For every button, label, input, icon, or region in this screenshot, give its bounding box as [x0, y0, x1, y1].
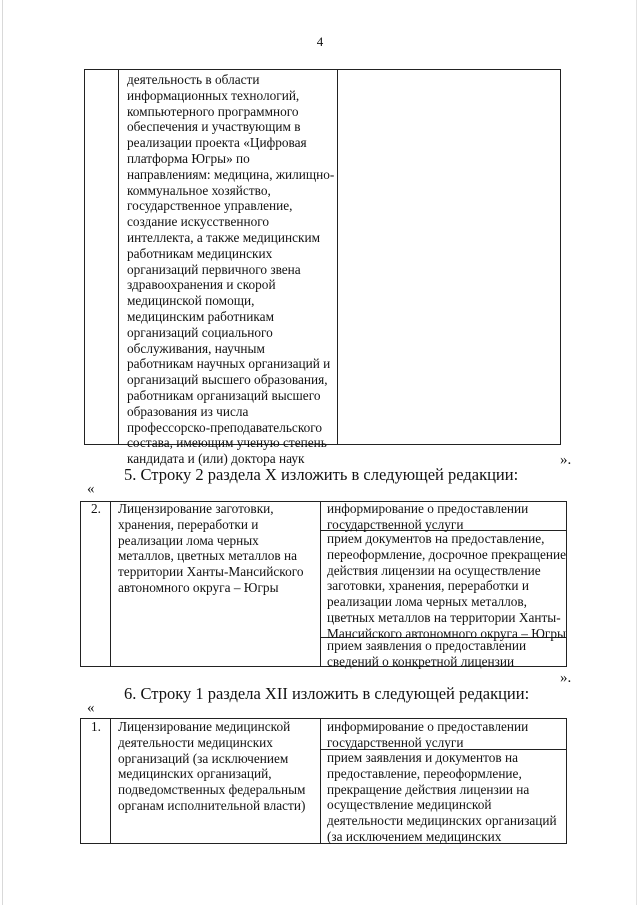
text-line: предоставление, переоформление, — [327, 765, 522, 781]
text-line: коммунальное хозяйство, — [127, 182, 271, 198]
service-item — [327, 638, 526, 670]
text-line: прием документов на предоставление, — [327, 531, 545, 546]
text-line: состава, имеющим ученую степень — [127, 435, 327, 451]
text-line: образования из числа — [127, 403, 249, 419]
text-line: Лицензирование медицинской — [118, 719, 291, 734]
section-6-heading: 6. Строку 1 раздела XII изложить в следующей редакции: — [124, 684, 530, 703]
text-line: медицинским работникам — [127, 308, 274, 324]
text-line: сведений о конкретной лицензии — [327, 653, 515, 669]
row-number: 1. — [91, 719, 101, 734]
text-line: цветных металлов на территории Ханты- — [327, 609, 561, 625]
service-item — [327, 750, 557, 845]
text-line: организаций высшего образования, — [127, 372, 328, 388]
text-line: медицинских организаций, — [118, 766, 272, 782]
table-continuation-description — [127, 72, 334, 467]
text-line: организаций первичного звена — [127, 261, 301, 277]
service-item — [327, 501, 528, 533]
closing-quote: ». — [560, 452, 572, 468]
table-section-5-divider-2 — [320, 501, 321, 667]
text-line: (за исключением медицинских — [327, 828, 502, 844]
text-line: реализации лома черных — [118, 532, 259, 548]
text-line: территории Ханты-Мансийского — [118, 564, 304, 580]
text-line: направлениям: медицина, жилищно- — [127, 166, 335, 182]
opening-quote: « — [87, 481, 95, 497]
text-line: Лицензирование заготовки, — [118, 501, 274, 516]
table-continuation-divider-2 — [337, 69, 338, 445]
text-line: деятельности медицинских организаций — [327, 813, 557, 829]
text-line: реализации лома черных металлов, — [327, 594, 527, 610]
text-line: интеллекта, а также медицинским — [127, 229, 320, 245]
text-line: платформа Югры» по — [127, 150, 250, 166]
section-5-heading: 5. Строку 2 раздела X изложить в следующей редакции: — [124, 465, 519, 484]
text-line: обслуживания, научным — [127, 340, 265, 356]
text-line: деятельности медицинских — [118, 734, 273, 750]
table-section-6-divider-2 — [320, 718, 321, 844]
text-line: государственной услуги — [327, 734, 464, 750]
row-number: 2. — [91, 501, 101, 516]
scan-edge-left — [2, 0, 3, 905]
text-line: работникам научных организаций и — [127, 356, 331, 372]
text-line: автономного округа – Югры — [118, 579, 279, 595]
table-section-6-divider-1 — [110, 718, 111, 844]
text-line: работникам организаций высшего — [127, 387, 321, 403]
page-number: 4 — [316, 34, 324, 49]
text-line: профессорско-преподавательского — [127, 419, 323, 435]
service-item — [327, 531, 566, 642]
text-line: информирование о предоставлении — [327, 501, 529, 516]
table-continuation-divider-1 — [118, 69, 119, 445]
text-line: организаций (за исключением — [118, 750, 289, 766]
license-type-name — [118, 501, 304, 596]
text-line: обеспечения и участвующим в — [127, 119, 301, 135]
text-line: осуществление медицинской — [327, 797, 492, 813]
text-line: работникам медицинских — [127, 245, 273, 261]
text-line: прием заявления и документов на — [327, 750, 519, 765]
text-line: подведомственных федеральным — [118, 782, 306, 798]
text-line: медицинской помощи, — [127, 293, 255, 309]
text-line: Мансийского автономного округа – Югры — [327, 625, 566, 641]
table-section-5-divider-1 — [110, 501, 111, 667]
opening-quote: « — [87, 700, 95, 716]
text-line: компьютерного программного — [127, 103, 299, 119]
text-line: создание искусственного — [127, 214, 269, 230]
text-line: здравоохранения и скорой — [127, 277, 276, 293]
license-type-name — [118, 719, 305, 814]
text-line: действия лицензии на осуществление — [327, 562, 541, 578]
service-item — [327, 719, 528, 751]
text-line: государственной услуги — [327, 516, 464, 532]
text-line: информирование о предоставлении — [327, 719, 529, 734]
text-line: прием заявления о предоставлении — [327, 638, 527, 653]
text-line: хранения, переработки и — [118, 516, 259, 532]
text-line: прекращение действия лицензии на — [327, 781, 530, 797]
text-line: металлов, цветных металлов на — [118, 548, 298, 564]
text-line: органам исполнительной власти) — [118, 797, 306, 813]
scan-edge-right — [636, 0, 637, 905]
text-line: организаций социального — [127, 324, 273, 340]
text-line: кандидата и (или) доктора наук — [127, 451, 305, 467]
text-line: реализации проекта «Цифровая — [127, 135, 307, 151]
text-line: заготовки, хранения, переработки и — [327, 578, 529, 594]
text-line: государственное управление, — [127, 198, 293, 214]
text-line: деятельность в области — [127, 72, 260, 87]
text-line: переоформление, досрочное прекращение — [327, 546, 567, 562]
closing-quote: ». — [560, 670, 572, 686]
text-line: информационных технологий, — [127, 87, 300, 103]
